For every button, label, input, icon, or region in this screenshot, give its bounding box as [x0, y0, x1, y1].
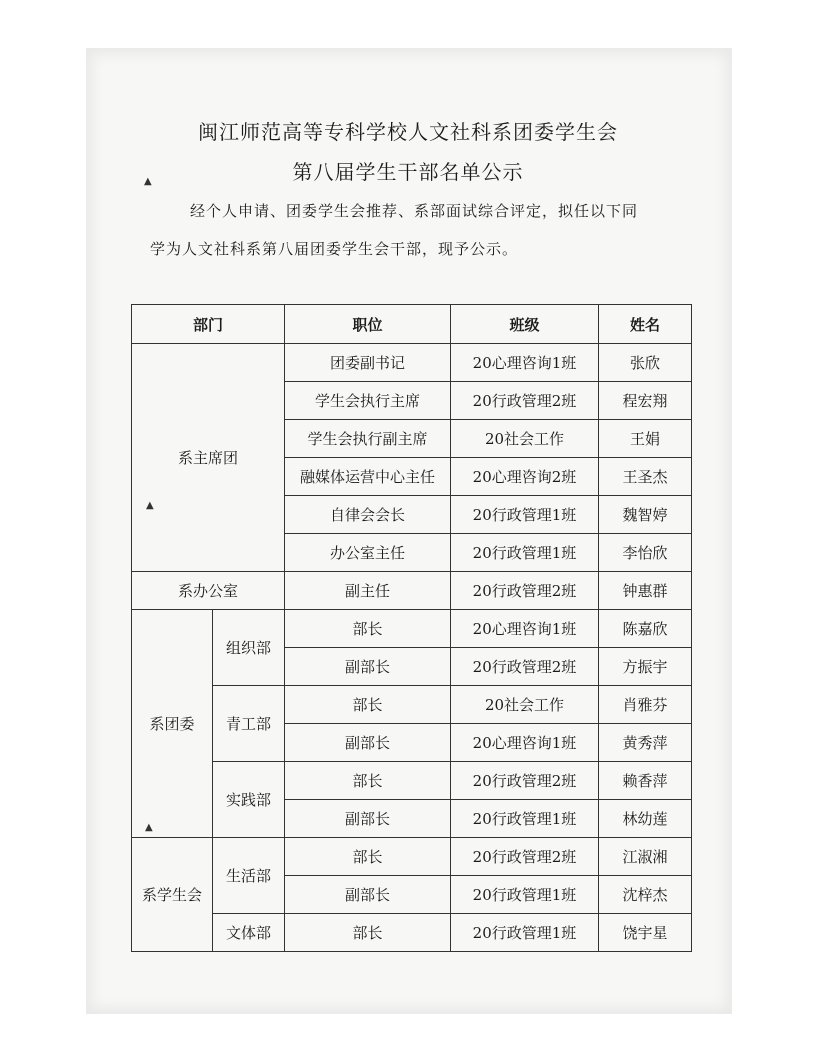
table-row — [132, 686, 692, 724]
class-cell: 20社会工作 — [451, 686, 599, 724]
class-cell: 20心理咨询1班 — [451, 610, 599, 648]
name-cell: 方振宇 — [599, 648, 692, 686]
name-cell: 钟惠群 — [599, 572, 692, 610]
position-cell: 副部长 — [285, 724, 451, 762]
position-cell: 副主任 — [285, 572, 451, 610]
class-cell: 20行政管理2班 — [451, 572, 599, 610]
position-cell: 融媒体运营中心主任 — [285, 458, 451, 496]
position-cell: 办公室主任 — [285, 534, 451, 572]
cadre-list-table — [131, 304, 692, 952]
group-cell-office: 系办公室 — [132, 572, 285, 610]
header-department: 部门 — [132, 305, 285, 344]
class-cell: 20行政管理1班 — [451, 914, 599, 952]
name-cell: 饶宇星 — [599, 914, 692, 952]
subgroup-cell-practice: 实践部 — [213, 762, 285, 838]
name-cell: 王圣杰 — [599, 458, 692, 496]
document-title: 闽江师范高等专科学校人文社科系团委学生会 — [198, 120, 618, 144]
position-cell: 学生会执行主席 — [285, 382, 451, 420]
position-cell: 部长 — [285, 838, 451, 876]
position-cell: 部长 — [285, 914, 451, 952]
name-cell: 肖雅芬 — [599, 686, 692, 724]
group-cell-student-union: 系学生会 — [132, 838, 213, 952]
position-cell: 学生会执行副主席 — [285, 420, 451, 458]
name-cell: 江淑湘 — [599, 838, 692, 876]
position-cell: 部长 — [285, 610, 451, 648]
position-cell: 部长 — [285, 686, 451, 724]
position-cell: 副部长 — [285, 648, 451, 686]
document-subtitle: 第八届学生干部名单公示 — [292, 160, 524, 184]
position-cell: 自律会会长 — [285, 496, 451, 534]
name-cell: 程宏翔 — [599, 382, 692, 420]
name-cell: 黄秀萍 — [599, 724, 692, 762]
class-cell: 20心理咨询2班 — [451, 458, 599, 496]
group-cell-league-committee: 系团委 — [132, 610, 213, 838]
class-cell: 20行政管理1班 — [451, 534, 599, 572]
group-cell-presidium: 系主席团 — [132, 344, 285, 572]
table-row — [132, 762, 692, 800]
table-row — [132, 610, 692, 648]
class-cell: 20心理咨询1班 — [451, 344, 599, 382]
name-cell: 陈嘉欣 — [599, 610, 692, 648]
class-cell: 20社会工作 — [451, 420, 599, 458]
name-cell: 王娟 — [599, 420, 692, 458]
position-cell: 团委副书记 — [285, 344, 451, 382]
table-row — [132, 914, 692, 952]
speck-mark: ▲ — [145, 822, 153, 833]
header-name: 姓名 — [599, 305, 692, 344]
table-header-row — [132, 305, 692, 344]
header-class: 班级 — [451, 305, 599, 344]
subgroup-cell-organization: 组织部 — [213, 610, 285, 686]
class-cell: 20行政管理2班 — [451, 648, 599, 686]
table-row — [132, 838, 692, 876]
name-cell: 魏智婷 — [599, 496, 692, 534]
intro-paragraph-line2: 学为人文社科系第八届团委学生会干部，现予公示。 — [150, 240, 519, 258]
table-row — [132, 572, 692, 610]
class-cell: 20行政管理2班 — [451, 838, 599, 876]
name-cell: 李怡欣 — [599, 534, 692, 572]
class-cell: 20心理咨询1班 — [451, 724, 599, 762]
name-cell: 林幼莲 — [599, 800, 692, 838]
class-cell: 20行政管理1班 — [451, 876, 599, 914]
class-cell: 20行政管理1班 — [451, 496, 599, 534]
name-cell: 沈梓杰 — [599, 876, 692, 914]
position-cell: 副部长 — [285, 800, 451, 838]
class-cell: 20行政管理2班 — [451, 762, 599, 800]
name-cell: 张欣 — [599, 344, 692, 382]
speck-mark: ▲ — [144, 176, 152, 187]
speck-mark: ▲ — [146, 500, 154, 511]
header-position: 职位 — [285, 305, 451, 344]
class-cell: 20行政管理1班 — [451, 800, 599, 838]
subgroup-cell-life: 生活部 — [213, 838, 285, 914]
table-row — [132, 344, 692, 382]
subgroup-cell-youth-work: 青工部 — [213, 686, 285, 762]
name-cell: 赖香萍 — [599, 762, 692, 800]
position-cell: 副部长 — [285, 876, 451, 914]
class-cell: 20行政管理2班 — [451, 382, 599, 420]
position-cell: 部长 — [285, 762, 451, 800]
intro-paragraph-line1: 经个人申请、团委学生会推荐、系部面试综合评定，拟任以下同 — [190, 202, 639, 220]
subgroup-cell-sports-culture: 文体部 — [213, 914, 285, 952]
